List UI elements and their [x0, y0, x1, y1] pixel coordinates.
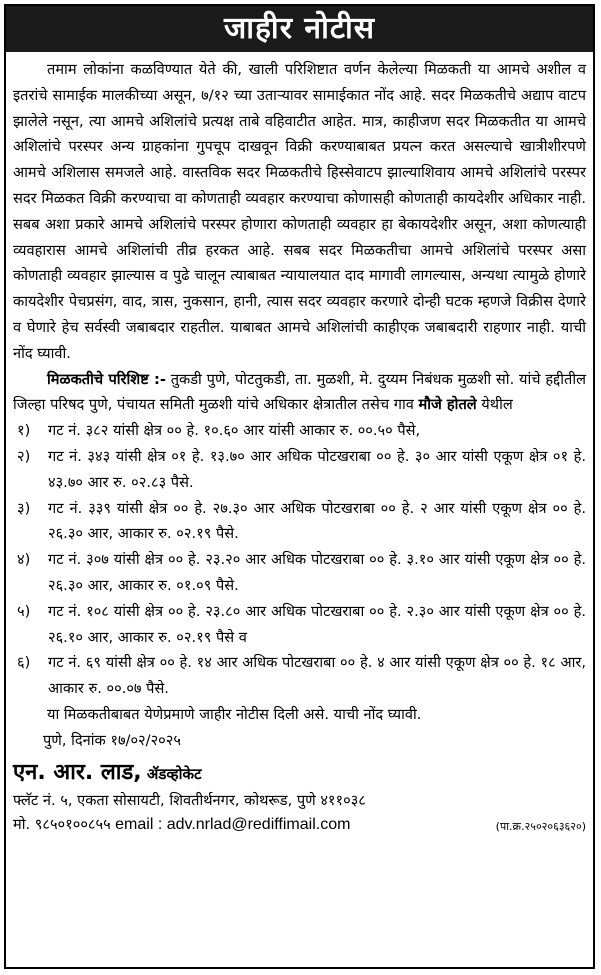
advocate-title: ॲडव्होकेट: [141, 764, 202, 783]
closing-line: या मिळकतीबाबत येणेप्रमाणे जाहीर नोटीस दिली असे. याची नोंद घ्यावी.: [47, 705, 422, 723]
schedule-text: तुकडी पुणे, पोटतुकडी, ता. मुळशी, मे. दुय्यम निबंधक मुळशी सो. यांचे हद्दीतील जिल्हा परिषद पुणे, पंचायत समिती मुळशी यांचे अधिकार क्षेत्रातील तसेच गाव: [13, 370, 586, 414]
item-text: गट नं. ३४३ यांसी क्षेत्र ०१ हे. १३.७० आर अधिक पोटखराबा ०० हे. ३० आर यांसी एकूण क्षेत्र ०१ हे. ४३.७० आर रु. ०२.८३ पैसे.: [48, 447, 586, 491]
reference-number: (पा.क्र.२५०२०६३६२०): [495, 819, 586, 833]
phone-number: मो. ९८५०१००८५५: [13, 815, 111, 833]
email-address: email : adv.nrlad@rediffimail.com: [110, 815, 351, 833]
schedule-paragraph: [13, 367, 586, 419]
contact-line: [13, 813, 586, 837]
advocate-block: [13, 758, 586, 789]
notice-content: [6, 52, 593, 837]
date-line: पुणे, दिनांक १७/०२/२०२५: [43, 731, 181, 749]
list-item: [13, 496, 586, 548]
item-number: ६): [17, 654, 31, 672]
item-number: १): [17, 422, 31, 440]
item-text: गट नं. १०८ यांसी क्षेत्र ०० हे. २३.८० आर अधिक पोटखराबा ०० हे. २.३० आर यांसी एकूण क्षेत्र ०० हे. २६.१० आर, आकार रु. ०२.१९ पैसे व: [48, 602, 586, 646]
notice-body: तमाम लोकांना कळविण्यात येते की, खाली परिशिष्टात वर्णन केलेल्या मिळकती या आमचे अशील व इतरांचे सामाईक मालकीच्या असून, ७/१२ च्या उताऱ्यावर सामाईकात नोंद आहे. सदर मिळकतीचे अद्याप वाटप झालेले नसून, त्या आमचे अशिलांचे प्रत्यक्ष ताबे वहिवाटीत आहेत. मात्र, काहीजण सदर मिळकतीत या आमचे अशिलांचे परस्पर अन्य ग्राहकांना गुपचूप दाखवून विक्री करण्याबाबत प्रयत्न करत असल्याचे खात्रीशीरपणे आमचे अशिलास समजले आहे. वास्तविक सदर मिळकतीचे हिस्सेवाटप झाल्याशिवाय आमचे अशिलांचे परस्पर सदर मिळकत विक्री करण्याचा वा कोणताही व्यवहार करण्याचा कोणासही कोणताही कायदेशीर अधिकार नाही. सबब अशा प्रकारे आमचे अशिलांचे परस्पर होणारा कोणताही व्यवहार हा बेकायदेशीर असून, अशा कोणत्याही व्यवहारास आमचे अशिलांची तीव्र हरकत आहे. सबब सदर मिळकतीचा आमचे अशिलांचे परस्पर असा कोणताही व्यवहार झाल्यास व पुढे चालून त्याबाबत न्यायालयात दाद मागावी लागल्यास, अन्यथा त्यामुळे होणारे कायदेशीर पेचप्रसंग, वाद, त्रास, नुकसान, हानी, त्यास सदर व्यवहार करणारे दोन्ही घटक म्हणजे विक्रीस देणारे व घेणारे हेच सर्वस्वी जबाबदार राहतील. याबाबत आमचे अशिलांची काहीएक जबाबदारी राहणार नाही. याची नोंद घ्यावी.: [13, 61, 586, 362]
advocate-address: फ्लॅट नं. ५, एकता सोसायटी, शिवतीर्थनगर, कोथरूड, पुणे ४११०३८: [13, 791, 366, 809]
item-number: २): [17, 447, 31, 465]
list-item: [13, 650, 586, 702]
item-text: गट नं. ३३९ यांसी क्षेत्र ०० हे. २७.३० आर अधिक पोटखराबा ०० हे. २ आर यांसी एकूण क्षेत्र ०० हे. २६.३० आर, आकार रु. ०२.१९ पैसे.: [48, 499, 586, 543]
item-number: ५): [17, 602, 31, 620]
notice-frame: [4, 4, 595, 969]
item-text: गट नं. ६९ यांसी क्षेत्र ०० हे. १४ आर अधिक पोटखराबा ०० हे. ४ आर यांसी एकूण क्षेत्र ०० हे. १८ आर, आकार रु. ००.०७ पैसे.: [48, 654, 586, 698]
list-item: [13, 444, 586, 496]
item-text: गट नं. ३८२ यांसी क्षेत्र ०० हे. १०.६० आर यांसी आकार रु. ००.५० पैसे,: [48, 422, 421, 440]
item-number: ४): [17, 551, 31, 569]
schedule-suffix: येथील: [476, 396, 513, 414]
list-item: [13, 599, 586, 651]
schedule-label: मिळकतीचे परिशिष्ट :-: [47, 370, 166, 388]
item-number: ३): [17, 499, 31, 517]
item-text: गट नं. ३०७ यांसी क्षेत्र ०० हे. २३.२० आर अधिक पोटखराबा ०० हे. ३.१० आर यांसी एकूण क्षेत्र ०० हे. २६.३० आर, आकार रु. ०१.०९ पैसे.: [48, 551, 586, 594]
list-item: [13, 418, 586, 444]
list-item: [13, 547, 586, 599]
notice-title: जाहीर नोटीस: [6, 6, 593, 52]
property-list: [13, 418, 586, 702]
village-name: मौजे होतले: [418, 396, 477, 414]
advocate-name: एन. आर. लाड,: [13, 759, 142, 785]
